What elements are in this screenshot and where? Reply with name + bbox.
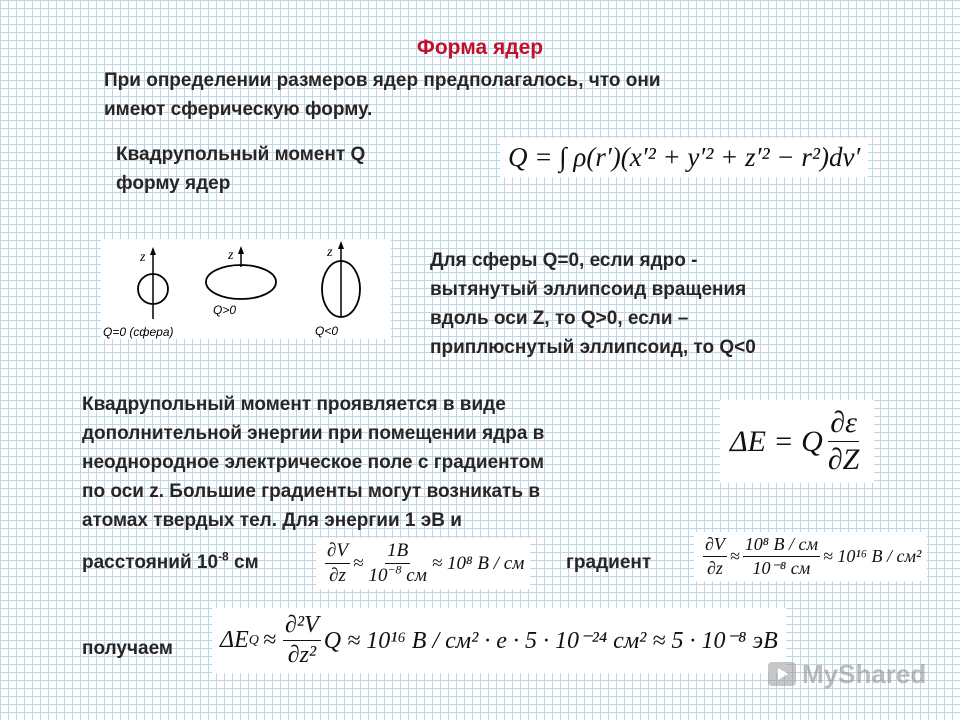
energy-text: Квадрупольный момент проявляется в виде дополнительной энергии при помещении ядра в неоднородное электрическое поле с градиентом по оси z. Большие градиенты могут возникать в атомах твердых тел. Для энергии 1 эВ и [82, 394, 545, 531]
formula-gradient-2: $\frac{\partial V}{\partial z}$ ≈ $\frac{\text{10⁸ B / см}}{\text{10⁻⁸ см}}$ ≈ 10¹⁶ B / см² [694, 532, 927, 581]
caption-q-negative: Q<0 [315, 324, 339, 338]
axis-label-z-3: z [327, 245, 333, 260]
shapes-diagram [101, 239, 391, 339]
watermark-icon [766, 658, 798, 690]
caption-q-positive: Q>0 [213, 303, 237, 317]
formula-delta-e: ΔE = Q $\frac{\partial\varepsilon}{\partial Z}$ [720, 400, 874, 483]
axis-label-z-1: z [140, 250, 146, 265]
formula-result: ΔE Q ≈ $\frac{\text{∂²V}}{\text{∂z²}}$ Q ≈ 10¹⁶ B / см² · e · 5 · 10⁻²⁴ см² ≈ 5 · 10⁻⁸ эВ [212, 608, 786, 673]
result-word: получаем [82, 638, 173, 659]
horizontal-ellipse-shape [206, 246, 276, 299]
sphere-text: Для сферы Q=0, если ядро - вытянутый эллипсоид вращения вдоль оси Z, то Q>0, если – приплюснутый эллипсоид, то Q<0 [430, 250, 756, 358]
intro-text: При определении размеров ядер предполагалось, что они имеют сферическую форму. [104, 70, 661, 120]
distance-text: расстояний $10^{-8}$ см [82, 549, 259, 573]
formula-q: Q = ∫ ρ(r′)(x′² + y′² + z′² − r²)dv′ [500, 138, 868, 177]
gradient-word: градиент [566, 552, 652, 573]
axis-label-z-2: z [228, 248, 234, 263]
page-title: Форма ядер [416, 36, 544, 59]
quadrupole-label: Квадрупольный момент Q форму ядер [116, 144, 366, 194]
formula-gradient-1: $\frac{\partial V}{\partial z}$ ≈ $\frac{1B}{10^{-8} см}$ ≈ 10⁸ B / см [316, 538, 530, 589]
caption-sphere: Q=0 (сфера) [103, 325, 174, 339]
watermark: MyShared [766, 658, 926, 690]
shapes-figure [101, 239, 391, 339]
